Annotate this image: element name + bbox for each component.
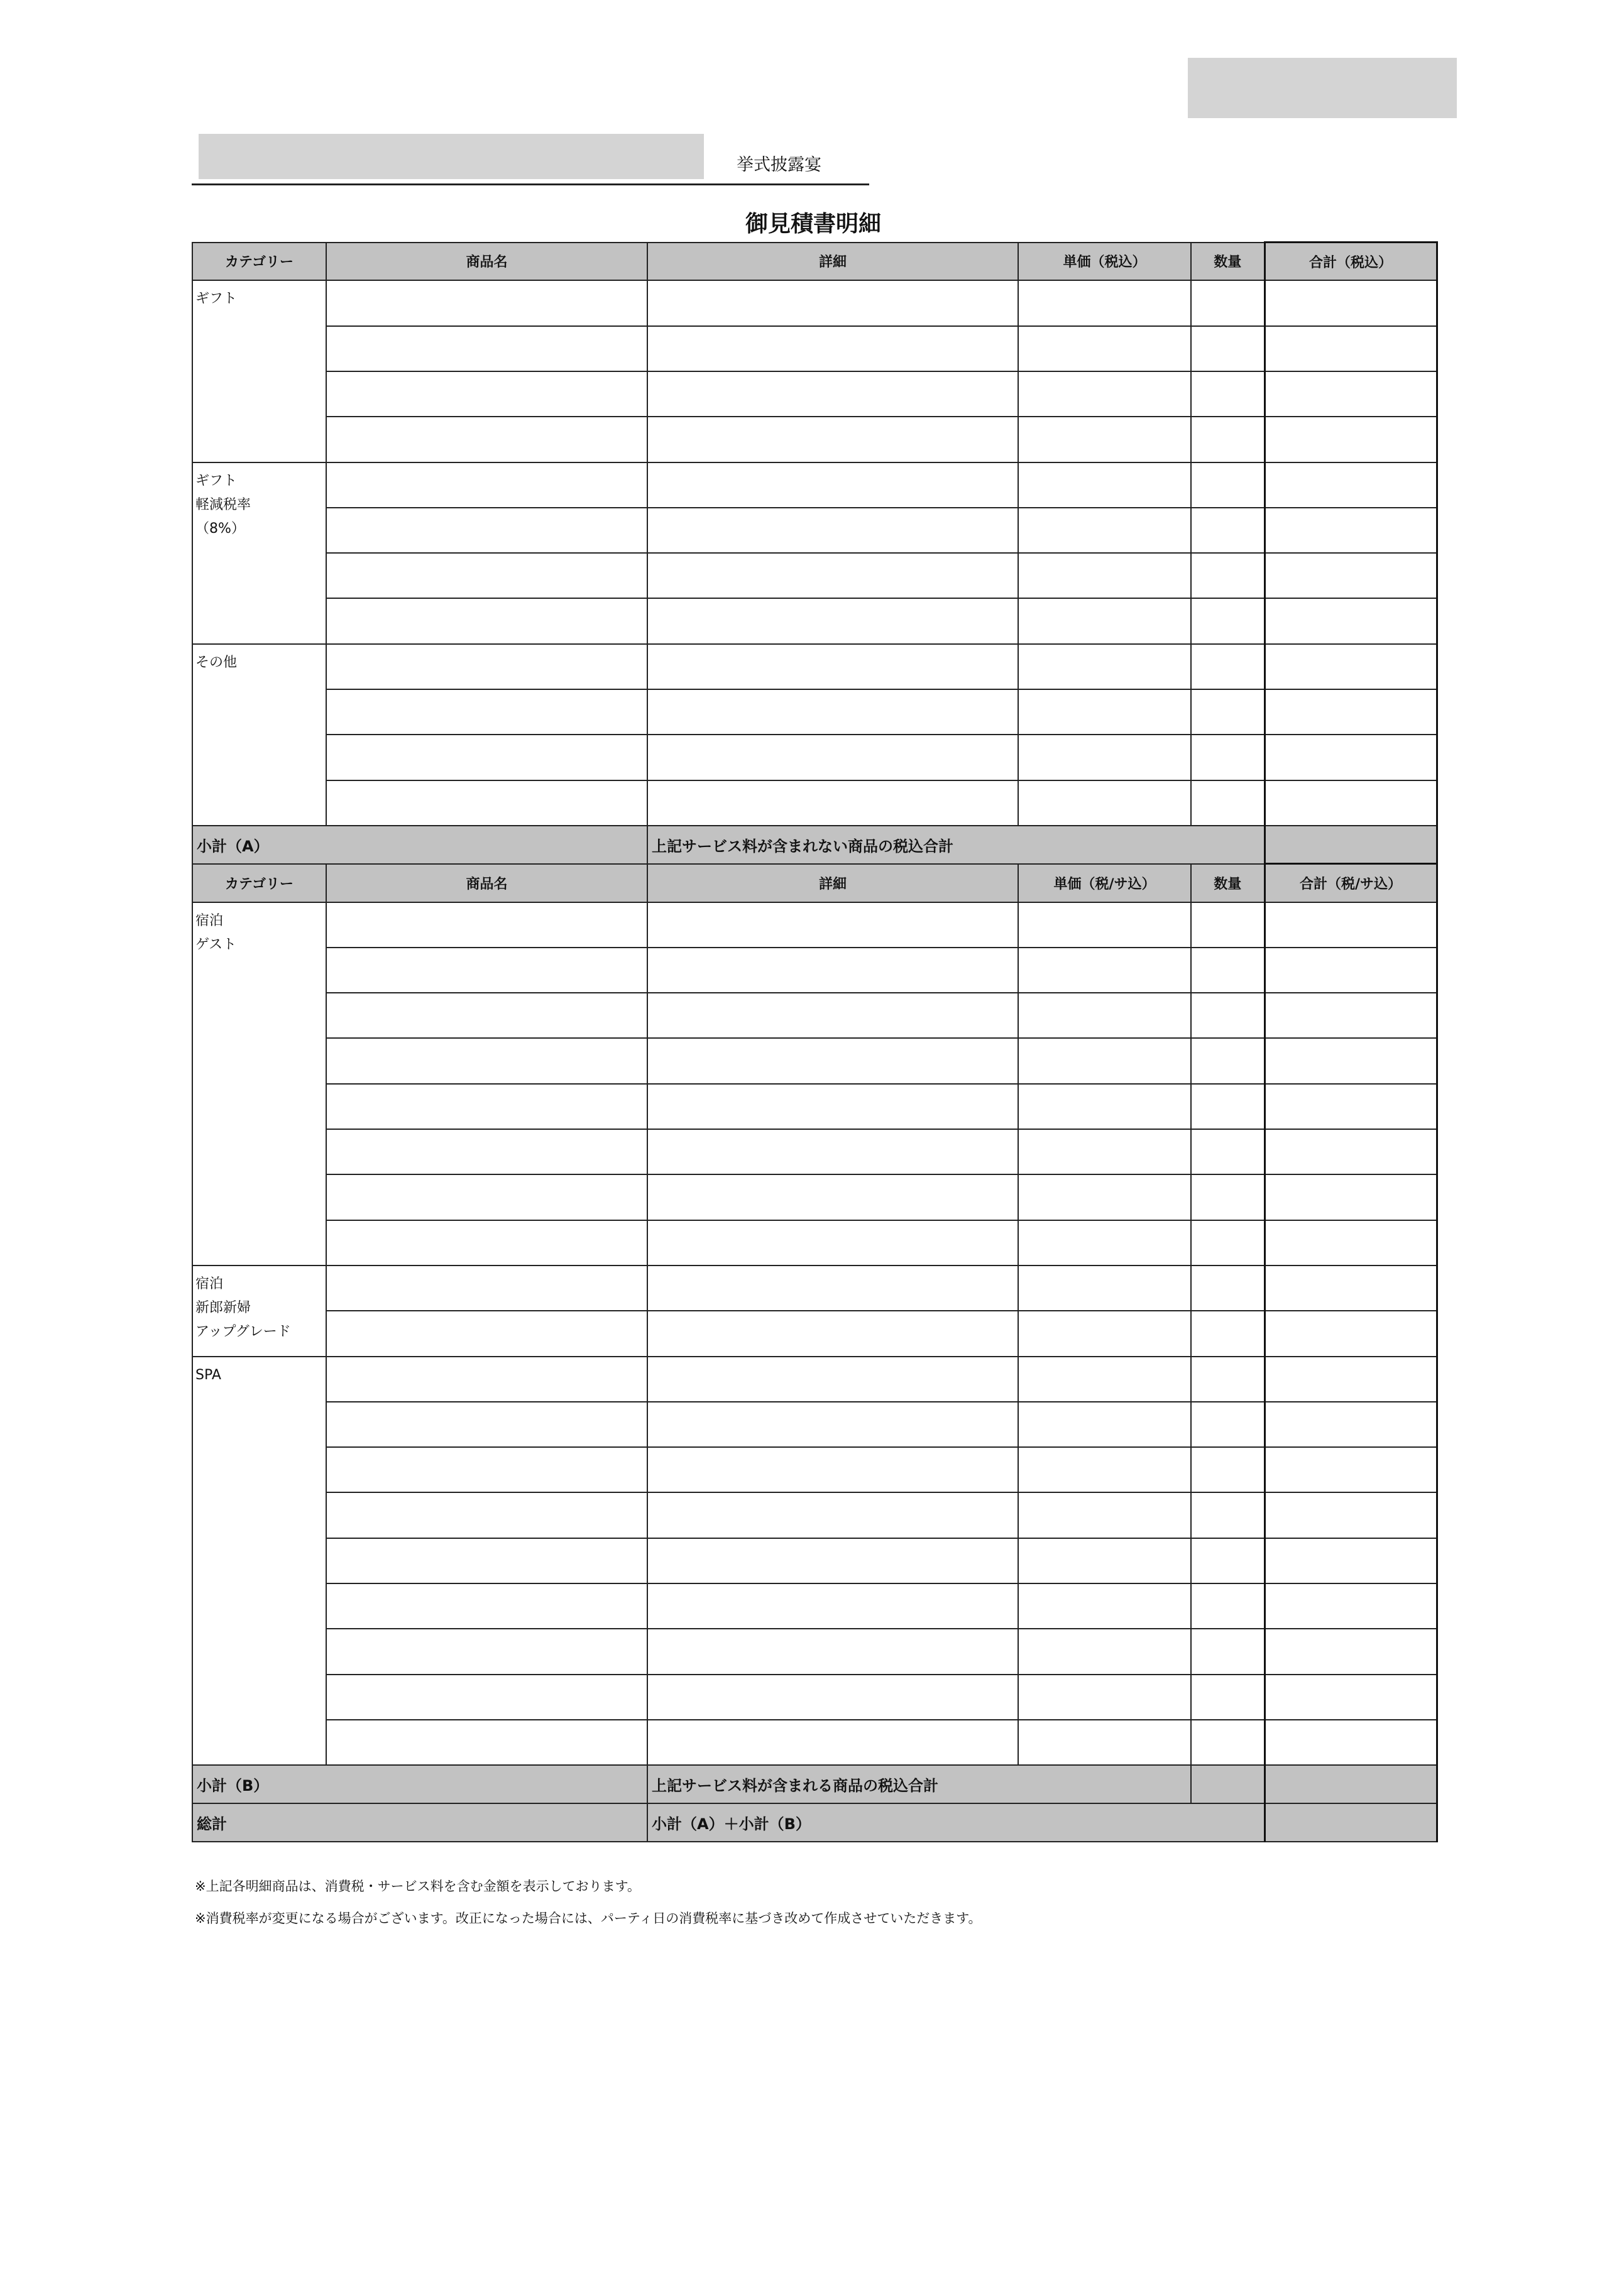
total-cell[interactable] — [1265, 326, 1437, 371]
category-label: ギフト — [195, 291, 238, 307]
column-header-quantity: 数量 — [1191, 864, 1265, 902]
product-name-cell[interactable] — [326, 326, 647, 371]
unit-price-cell[interactable] — [1018, 1038, 1191, 1083]
total-cell[interactable] — [1265, 1174, 1437, 1220]
total-cell[interactable] — [1265, 735, 1437, 780]
details-cell[interactable] — [647, 508, 1018, 553]
quantity-cell[interactable] — [1191, 1675, 1265, 1720]
quantity-cell[interactable] — [1191, 948, 1265, 993]
column-header-product-name: 商品名 — [326, 864, 647, 902]
product-name-cell[interactable] — [326, 1492, 647, 1538]
total-cell[interactable] — [1265, 1402, 1437, 1447]
product-name-cell[interactable] — [326, 1174, 647, 1220]
unit-price-cell[interactable] — [1018, 462, 1191, 508]
details-cell[interactable] — [647, 1311, 1018, 1356]
details-cell[interactable] — [647, 1675, 1018, 1720]
unit-price-cell[interactable] — [1018, 735, 1191, 780]
product-name-cell[interactable] — [326, 644, 647, 689]
footnote-1: ※上記各明細商品は、消費税・サービス料を含む金額を表示しております。 — [195, 1879, 640, 1894]
table-row — [192, 1038, 1437, 1083]
estimate-table — [192, 241, 1438, 1842]
quantity-cell[interactable] — [1191, 1492, 1265, 1538]
quantity-cell[interactable] — [1191, 902, 1265, 948]
quantity-cell[interactable] — [1191, 598, 1265, 643]
total-cell[interactable] — [1265, 1266, 1437, 1311]
category-cell — [192, 1266, 326, 1357]
total-cell[interactable] — [1265, 1447, 1437, 1492]
table-row — [192, 780, 1437, 826]
unit-price-cell[interactable] — [1018, 780, 1191, 826]
total-cell[interactable] — [1265, 1129, 1437, 1174]
section_b-header-row — [192, 864, 1437, 902]
unit-price-cell[interactable] — [1018, 902, 1191, 948]
table-row — [192, 326, 1437, 371]
total-cell[interactable] — [1265, 1220, 1437, 1266]
details-cell[interactable] — [647, 371, 1018, 417]
total-cell[interactable] — [1265, 1357, 1437, 1402]
column-header-unit-price: 単価（税/サ込） — [1018, 864, 1191, 902]
total-cell[interactable] — [1265, 993, 1437, 1038]
column-header-category: カテゴリー — [192, 864, 326, 902]
details-cell[interactable] — [647, 1583, 1018, 1629]
details-cell[interactable] — [647, 1084, 1018, 1129]
details-cell[interactable] — [647, 1492, 1018, 1538]
table-row — [192, 1129, 1437, 1174]
table-row — [192, 948, 1437, 993]
details-cell[interactable] — [647, 780, 1018, 826]
quantity-cell[interactable] — [1191, 1311, 1265, 1356]
product-name-cell[interactable] — [326, 1675, 647, 1720]
section_a-header-row — [192, 243, 1437, 281]
category-label: （8%） — [195, 520, 245, 537]
table-row — [192, 1220, 1437, 1266]
unit-price-cell[interactable] — [1018, 1629, 1191, 1674]
category-cell — [192, 280, 326, 462]
product-name-cell[interactable] — [326, 689, 647, 735]
product-name-cell[interactable] — [326, 553, 647, 598]
column-header-details: 詳細 — [647, 864, 1018, 902]
total-cell[interactable] — [1265, 598, 1437, 643]
table-row — [192, 1402, 1437, 1447]
category-cell — [192, 462, 326, 644]
details-cell[interactable] — [647, 1402, 1018, 1447]
details-cell[interactable] — [647, 735, 1018, 780]
unit-price-cell[interactable] — [1018, 1220, 1191, 1266]
unit-price-cell[interactable] — [1018, 689, 1191, 735]
category-cell — [192, 1357, 326, 1766]
product-name-cell[interactable] — [326, 280, 647, 325]
category-label: その他 — [195, 654, 238, 670]
unit-price-cell[interactable] — [1018, 508, 1191, 553]
table-row — [192, 1629, 1437, 1674]
quantity-cell[interactable] — [1191, 1174, 1265, 1220]
quantity-cell[interactable] — [1191, 993, 1265, 1038]
total-cell[interactable] — [1265, 1084, 1437, 1129]
product-name-cell[interactable] — [326, 1038, 647, 1083]
category-label: ゲスト — [195, 936, 237, 953]
total-cell[interactable] — [1265, 1492, 1437, 1538]
subtotal-label: 小計（B） — [192, 1765, 647, 1803]
quantity-cell[interactable] — [1191, 1629, 1265, 1674]
unit-price-cell[interactable] — [1018, 1538, 1191, 1583]
quantity-cell[interactable] — [1191, 1220, 1265, 1266]
unit-price-cell[interactable] — [1018, 417, 1191, 462]
unit-price-cell[interactable] — [1018, 1174, 1191, 1220]
quantity-cell[interactable] — [1191, 780, 1265, 826]
quantity-cell[interactable] — [1191, 462, 1265, 508]
category-label: ギフト — [195, 473, 238, 489]
section_b-subtotal-row — [192, 1765, 1437, 1803]
name-underline — [192, 183, 869, 185]
quantity-cell[interactable] — [1191, 644, 1265, 689]
table-row — [192, 1538, 1437, 1583]
product-name-cell[interactable] — [326, 902, 647, 948]
details-cell[interactable] — [647, 1538, 1018, 1583]
product-name-cell[interactable] — [326, 1311, 647, 1356]
table-row — [192, 1675, 1437, 1720]
quantity-cell[interactable] — [1191, 417, 1265, 462]
column-header-category: カテゴリー — [192, 243, 326, 281]
total-cell[interactable] — [1265, 644, 1437, 689]
unit-price-cell[interactable] — [1018, 948, 1191, 993]
details-cell[interactable] — [647, 689, 1018, 735]
details-cell[interactable] — [647, 1266, 1018, 1311]
column-header-total: 合計（税込） — [1265, 243, 1437, 281]
table-row — [192, 1583, 1437, 1629]
unit-price-cell[interactable] — [1018, 1266, 1191, 1311]
subtotal-quantity-cell[interactable] — [1191, 1765, 1265, 1803]
unit-price-cell[interactable] — [1018, 1675, 1191, 1720]
details-cell[interactable] — [647, 1357, 1018, 1402]
redacted-name-box — [199, 134, 704, 179]
total-cell[interactable] — [1265, 1720, 1437, 1765]
quantity-cell[interactable] — [1191, 1538, 1265, 1583]
table-row — [192, 598, 1437, 643]
total-cell[interactable] — [1265, 462, 1437, 508]
details-cell[interactable] — [647, 1174, 1018, 1220]
footnote-2: ※消費税率が変更になる場合がございます。改正になった場合には、パーティ日の消費税率に基づき改めて作成させていただきます。 — [195, 1911, 982, 1926]
table-row — [192, 993, 1437, 1038]
total-cell[interactable] — [1265, 948, 1437, 993]
unit-price-cell[interactable] — [1018, 1447, 1191, 1492]
unit-price-cell[interactable] — [1018, 598, 1191, 643]
table-row — [192, 735, 1437, 780]
quantity-cell[interactable] — [1191, 1038, 1265, 1083]
product-name-cell[interactable] — [326, 780, 647, 826]
product-name-cell[interactable] — [326, 371, 647, 417]
total-cell[interactable] — [1265, 1538, 1437, 1583]
table-row — [192, 1720, 1437, 1765]
unit-price-cell[interactable] — [1018, 280, 1191, 325]
category-label: アップグレード — [195, 1323, 291, 1340]
category-cell — [192, 644, 326, 826]
product-name-cell[interactable] — [326, 735, 647, 780]
product-name-cell[interactable] — [326, 1402, 647, 1447]
grand-total-amount-cell[interactable] — [1265, 1803, 1437, 1842]
details-cell[interactable] — [647, 1220, 1018, 1266]
product-name-cell[interactable] — [326, 1629, 647, 1674]
grand-total-label: 総計 — [192, 1803, 647, 1842]
table-row — [192, 1174, 1437, 1220]
unit-price-cell[interactable] — [1018, 1129, 1191, 1174]
category-label: 新郎新婦 — [195, 1299, 251, 1316]
details-cell[interactable] — [647, 1720, 1018, 1765]
table-row — [192, 462, 1437, 508]
section_a-subtotal-row — [192, 826, 1437, 864]
subtotal-amount-cell[interactable] — [1265, 826, 1437, 864]
product-name-cell[interactable] — [326, 1583, 647, 1629]
column-header-unit-price: 単価（税込） — [1018, 243, 1191, 281]
quantity-cell[interactable] — [1191, 689, 1265, 735]
table-row — [192, 371, 1437, 417]
details-cell[interactable] — [647, 644, 1018, 689]
quantity-cell[interactable] — [1191, 1720, 1265, 1765]
quantity-cell[interactable] — [1191, 1266, 1265, 1311]
details-cell[interactable] — [647, 1038, 1018, 1083]
category-label: 宿泊 — [195, 1276, 224, 1292]
total-cell[interactable] — [1265, 553, 1437, 598]
details-cell[interactable] — [647, 993, 1018, 1038]
column-header-quantity: 数量 — [1191, 243, 1265, 281]
total-cell[interactable] — [1265, 780, 1437, 826]
unit-price-cell[interactable] — [1018, 326, 1191, 371]
category-label: SPA — [195, 1367, 221, 1383]
table-row — [192, 417, 1437, 462]
table-row — [192, 280, 1437, 325]
product-name-cell[interactable] — [326, 1129, 647, 1174]
unit-price-cell[interactable] — [1018, 993, 1191, 1038]
category-label: 軽減税率 — [195, 496, 251, 513]
unit-price-cell[interactable] — [1018, 1084, 1191, 1129]
quantity-cell[interactable] — [1191, 1447, 1265, 1492]
quantity-cell[interactable] — [1191, 326, 1265, 371]
quantity-cell[interactable] — [1191, 1357, 1265, 1402]
details-cell[interactable] — [647, 1447, 1018, 1492]
table-row — [192, 1311, 1437, 1356]
column-header-product-name: 商品名 — [326, 243, 647, 281]
total-cell[interactable] — [1265, 371, 1437, 417]
total-cell[interactable] — [1265, 1629, 1437, 1674]
table-row — [192, 1084, 1437, 1129]
table-row — [192, 644, 1437, 689]
unit-price-cell[interactable] — [1018, 1311, 1191, 1356]
category-cell — [192, 902, 326, 1266]
total-cell[interactable] — [1265, 689, 1437, 735]
product-name-cell[interactable] — [326, 1266, 647, 1311]
category-label: 宿泊 — [195, 912, 224, 929]
unit-price-cell[interactable] — [1018, 1583, 1191, 1629]
quantity-cell[interactable] — [1191, 553, 1265, 598]
table-row — [192, 1447, 1437, 1492]
quantity-cell[interactable] — [1191, 508, 1265, 553]
estimate-table-body — [192, 243, 1437, 1842]
product-name-cell[interactable] — [326, 417, 647, 462]
quantity-cell[interactable] — [1191, 735, 1265, 780]
details-cell[interactable] — [647, 417, 1018, 462]
product-name-cell[interactable] — [326, 1084, 647, 1129]
table-row — [192, 902, 1437, 948]
table-row — [192, 553, 1437, 598]
table-row — [192, 689, 1437, 735]
event-type-label: 挙式披露宴 — [737, 155, 821, 175]
product-name-cell[interactable] — [326, 948, 647, 993]
total-cell[interactable] — [1265, 1675, 1437, 1720]
details-cell[interactable] — [647, 280, 1018, 325]
subtotal-description: 上記サービス料が含まれる商品の税込合計 — [647, 1765, 1191, 1803]
details-cell[interactable] — [647, 1629, 1018, 1674]
subtotal-amount-cell[interactable] — [1265, 1765, 1437, 1803]
table-row — [192, 1492, 1437, 1538]
unit-price-cell[interactable] — [1018, 1492, 1191, 1538]
table-row — [192, 508, 1437, 553]
product-name-cell[interactable] — [326, 1447, 647, 1492]
details-cell[interactable] — [647, 1129, 1018, 1174]
quantity-cell[interactable] — [1191, 371, 1265, 417]
product-name-cell[interactable] — [326, 508, 647, 553]
quantity-cell[interactable] — [1191, 1129, 1265, 1174]
product-name-cell[interactable] — [326, 1220, 647, 1266]
total-cell[interactable] — [1265, 902, 1437, 948]
column-header-total: 合計（税/サ込） — [1265, 864, 1437, 902]
total-cell[interactable] — [1265, 508, 1437, 553]
details-cell[interactable] — [647, 326, 1018, 371]
quantity-cell[interactable] — [1191, 1583, 1265, 1629]
table-row — [192, 1266, 1437, 1311]
product-name-cell[interactable] — [326, 993, 647, 1038]
total-cell[interactable] — [1265, 1311, 1437, 1356]
details-cell[interactable] — [647, 553, 1018, 598]
unit-price-cell[interactable] — [1018, 644, 1191, 689]
details-cell[interactable] — [647, 902, 1018, 948]
column-header-details: 詳細 — [647, 243, 1018, 281]
product-name-cell[interactable] — [326, 1357, 647, 1402]
total-cell[interactable] — [1265, 1583, 1437, 1629]
unit-price-cell[interactable] — [1018, 1357, 1191, 1402]
product-name-cell[interactable] — [326, 1720, 647, 1765]
product-name-cell[interactable] — [326, 1538, 647, 1583]
page-title: 御見積書明細 — [745, 211, 881, 237]
product-name-cell[interactable] — [326, 462, 647, 508]
unit-price-cell[interactable] — [1018, 1720, 1191, 1765]
subtotal-label: 小計（A） — [192, 826, 647, 864]
total-cell[interactable] — [1265, 1038, 1437, 1083]
unit-price-cell[interactable] — [1018, 553, 1191, 598]
table-row — [192, 1357, 1437, 1402]
details-cell[interactable] — [647, 598, 1018, 643]
quantity-cell[interactable] — [1191, 1402, 1265, 1447]
quantity-cell[interactable] — [1191, 1084, 1265, 1129]
subtotal-description: 上記サービス料が含まれない商品の税込合計 — [647, 826, 1265, 864]
details-cell[interactable] — [647, 948, 1018, 993]
unit-price-cell[interactable] — [1018, 371, 1191, 417]
quantity-cell[interactable] — [1191, 280, 1265, 325]
details-cell[interactable] — [647, 462, 1018, 508]
product-name-cell[interactable] — [326, 598, 647, 643]
total-cell[interactable] — [1265, 280, 1437, 325]
unit-price-cell[interactable] — [1018, 1402, 1191, 1447]
total-cell[interactable] — [1265, 417, 1437, 462]
redacted-box-top — [1188, 58, 1457, 118]
grand-total-row — [192, 1803, 1437, 1842]
grand-total-formula: 小計（A）＋小計（B） — [647, 1803, 1265, 1842]
